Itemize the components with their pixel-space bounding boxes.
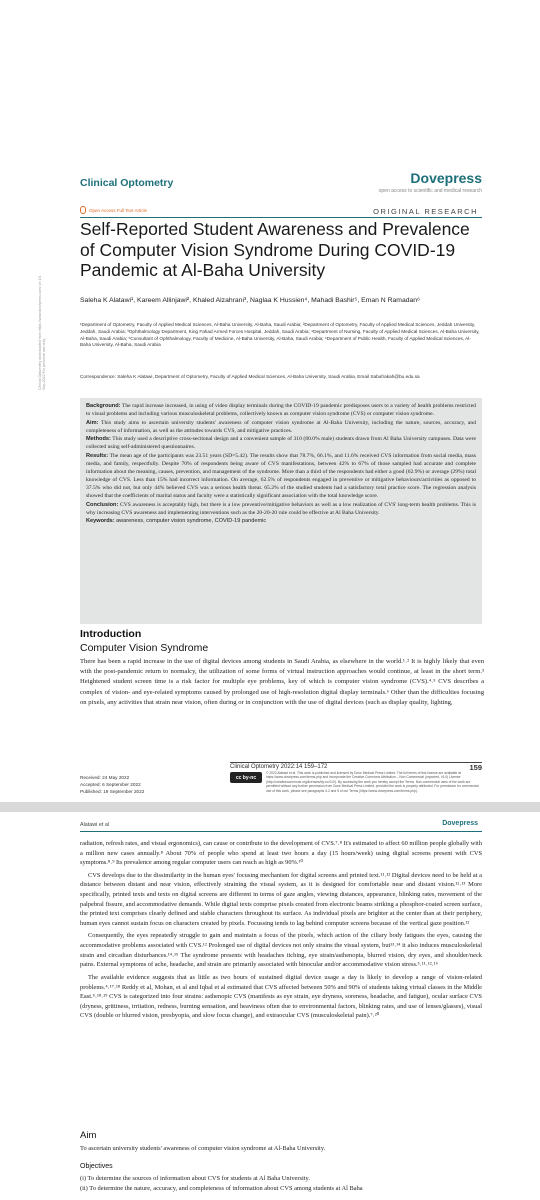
article-second-page	[0, 812, 540, 1200]
abstract-background	[86, 402, 476, 418]
abstract-conclusion	[86, 501, 476, 517]
page-number: 159	[469, 763, 482, 772]
objective-item: (i) To determine the sources of information about CVS for students at Al Baha University.	[80, 1175, 310, 1182]
body-paragraph: The available evidence suggests that as little as two hours of sustained digital device usage a day is likely to develop a range of vision-related problems.⁴˒¹⁷˒¹⁸ Reddy et al, Mohan, et al and Iqbal et al estimated that CVS affected between 50% and 90% of students taking virtual classes in the Middle East.⁵˒¹⁸˒¹⁹ CVS is categorized into four strains: asthenopic CVS (manifests as eye strain, eye dryness, soreness, headache, and fatigue), ocular surface CVS (dryness, grittiness, irritation, redness, burning sensation, and heaviness often due to environmental factors, blinking rates, and use of lenses/glasses), visual CVS (double or blurred vision, presbyopia, and slow focus change), and extraocular CVS (musculoskeletal pain).⁷˒²⁰	[80, 973, 482, 1020]
article-title: Self-Reported Student Awareness and Prevalence of Computer Vision Syndrome During COVID-19 Pandemic at Al-Baha University	[80, 219, 470, 281]
body-paragraph: Consequently, the eyes repeatedly struggle to gain and maintain a focus of the pixels, which action of the ciliary body fatigues the eyes, causing the accommodative problems associated with CVS.¹² Prolonged use of digital devices not only strains the visual system, but¹³˒¹⁴ it also induces musculoskeletal strain and circadian disturbances.¹⁴˒¹⁵ The syndrome presents with headaches itching, eye strain/asthenopia, blurred vision, dry eyes, and shoulder/neck pains. External symptoms of ache, headache, and strain are primarily associated with binocular and/or accommodative vision stress.⁵˒¹¹˒¹²˒¹⁶	[80, 932, 482, 969]
objectives-list	[80, 1174, 482, 1193]
abstract-methods	[86, 435, 476, 451]
abstract-background-label: Background:	[86, 403, 121, 409]
footer-journal-ref: Clinical Optometry 2022:14 159–172	[230, 764, 328, 770]
correspondence: Correspondence: Saleha K Alatawi, Department of Optometry, Faculty of Applied Medical Sciences, Al-Baha University, Saudi Arabia, Email Sabufrakah@bu.edu.sa	[80, 374, 420, 379]
body-paragraph: radiation, refresh rates, and visual ergonomics), can cause or contribute to the development of CVS.⁷˒⁸ It's estimated to affect 60 million people globally with a million new cases annually.⁸ About 70% of people who spend at least two hours a day (15 hours/week) using digital screens present with CVS symptoms.⁸˒⁹ Its prevalence among regular computer users can reach as high as 90%.¹⁰	[80, 840, 483, 867]
abstract-results	[86, 452, 476, 501]
abstract-methods-text: This study used a descriptive cross-sectional design and a convenient sample of 310 (80.0% male) students drawn from Al Baha University campuses. Data were collected using self-administered questionnaires.	[86, 436, 476, 451]
publisher-logo-small: Dovepress	[442, 820, 478, 827]
introduction-heading: Introduction	[80, 628, 142, 640]
received-date: Received: 24 May 2022	[80, 775, 130, 780]
objectives-heading: Objectives	[80, 1163, 113, 1170]
cvs-subheading: Computer Vision Syndrome	[80, 642, 209, 654]
cc-license-badge: cc by-nc	[230, 772, 262, 783]
abstract-box	[80, 398, 482, 624]
abstract-aim-text: This study aims to ascertain university students' awareness of computer vision syndrome at Al-Baha University, including the nature, sources, accuracy, and completeness of information, as well as the attitudes towards CVS, and mitigative practices.	[86, 419, 476, 434]
introduction-paragraph: There has been a rapid increase in the use of digital devices among students in Saudi Arabia, as elsewhere in the world.¹˒² It is highly likely that even with the post-pandemic return to normalcy, the utilization of some forms of virtual instruction approaches would continue, at least in the short term.³ Heightened student screen time is a risk factor for multiple eye problems, key of which is computer vision syndrome (CVS).⁴˒⁵ CVS describes a complex of vision- and eye-related symptoms caused by prolonged use of high-resolution digital display terminals.⁶ Other than the difficulties focusing on pixels, any activities that strain near vision, often during or in conjunction with the use of digital devices (such as display quality, lighting,	[80, 658, 484, 706]
abstract-background-text: The rapid increase increased, in using of video display terminals during the COVID-19 pandemic predisposes users to a variety of health problems restricted to visual problems and including various musculoskeletal problems, collectively known as computer vision syndrome (CVS) or computer vision syndrome.	[86, 403, 476, 418]
footer-rule	[230, 762, 482, 763]
open-access-label	[80, 206, 147, 214]
accepted-date: Accepted: 6 September 2022	[80, 782, 141, 788]
affiliations: ¹Department of Optometry, Faculty of Applied Medical Sciences, Al-Baha University, Al-Baha, Saudi Arabia; ²Department of Optometry, Faculty of Applied Medical Sciences, Jeddah University, Jeddah, Saudi Arabia; ³Ophthalmology Department, King Fahad Armed Forces Hospital, Jeddah, Saudi Arabia; ⁴Department of Nursing, Faculty of Applied Medical Sciences, Al-Baha University, Al-Baha, Saudi Arabia; ⁵Consultant of Ophthalmology, Faculty of Medicine, Al-Baha University, Al-Baha, Saudi Arabia; ⁶Department of Public Health, Faculty of Applied Medical Sciences, Al-Baha University, Al-Baha, Saudi Arabia	[80, 322, 480, 348]
abstract-keywords	[86, 517, 476, 525]
open-access-text: Open Access Full Text Article	[89, 207, 147, 213]
body-paragraph: CVS develops due to the dissimilarity in the human eyes' focusing mechanism for digital screens and printed text.¹¹˒¹² Digital devices need to be held at a distance between distant and near vision, effectively straining the visual system, as it is designed for comfortable near and distant vision.¹²˒¹³ More specifically, printed texts and texts on digital screens are different in terms of gaze angles, viewing distances, appearance, blinking rates, movement of the palpebral fissure, and accommodative demands. While digital texts comprise pixels created from electronic beams striking a phosphor-coated screen surface, the printed text comprises clearly defined and stable characters throughout its surface. As individual pixels are brighter at the center than at their periphery, human eyes cannot sustain focus on characters created by pixels. Focussing tends to lag behind computer screens because of the vertical gaze position.¹²	[80, 871, 482, 927]
abstract-results-label: Results:	[86, 452, 109, 459]
journal-name: Clinical Optometry	[80, 177, 174, 189]
body-text	[80, 839, 482, 1024]
author-list: Saleha K Alatawi¹, Kareem Allinjawi², Khaled Alzahrani³, Naglaa K Hussien⁴, Mahadi Bashir⁵, Eman N Ramadan⁶	[80, 297, 420, 304]
publisher-logo: Dovepress	[410, 170, 482, 186]
aim-heading: Aim	[80, 1130, 97, 1141]
aim-text: To ascertain university students' awareness of computer vision syndrome at Al-Baha University.	[80, 1145, 326, 1152]
publisher-tagline: open access to scientific and medical research	[378, 188, 482, 194]
abstract-conclusion-label: Conclusion:	[86, 501, 119, 508]
abstract-aim-label: Aim:	[86, 419, 99, 426]
published-date: Published: 19 September 2022	[80, 789, 145, 795]
running-head-author: Alatawi et al	[80, 822, 110, 828]
header-rule	[80, 217, 482, 218]
abstract-aim	[86, 419, 476, 435]
open-access-lock-icon	[80, 206, 86, 214]
keywords-label: Keywords:	[86, 518, 115, 525]
keywords-text: awareness, computer vision syndrome, COVID-19 pandemic	[116, 518, 267, 525]
license-text: © 2022 Alatawi et al. This work is published and licensed by Dove Medical Press Limited. The full terms of this license are available at https://www.dovepress.com/terms.php and incorporate the Creative Commons Attribution – Non Commercial (unported, v3.0) License (http://creativecommons.org/licenses/by-nc/3.0/). By accessing the work you hereby accept the Terms. Non-commercial uses of the work are permitted without any further permission from Dove Medical Press Limited, provided the work is properly attributed. For permission for commercial use of this work, please see paragraphs 4.2 and 5 of our Terms (https://www.dovepress.com/terms.php).	[266, 771, 479, 793]
header-rule	[80, 831, 482, 832]
article-dates	[80, 774, 144, 795]
abstract-results-text: The mean age of the participants was 23.51 years (SD=5.42). The results show that 78.7%, 66.1%, and 11.6% received CVS information from social media, mass media, and family, respectfully. Despite 70% of respondents being aware of CVS manifestations, between 42% to 67% of those sampled had accurate and complete information about the meaning, causes, prevention, and management of the syndrome. More than a third of the respondents had either a good (62.9%) or average (29%) total knowledge of CVS. Less than 15% had incorrect information. On average, 62.5% of respondents engaged in preventive or mitigative behaviours/activities as opposed to 37.5% who did not, but only 44% believed CVS was a serious health threat. 65.2% of the studied students had a satisfactory total practice score. The regression analysis showed that the coefficients of marital status and faculty were a statistically significant association with the total knowledge score.	[86, 452, 476, 500]
article-type: ORIGINAL RESEARCH	[373, 207, 478, 216]
objective-item: (ii) To determine the nature, accuracy, and completeness of information about CVS among students at Al Baha	[80, 1184, 363, 1192]
download-side-note: Clinical Optometry downloaded from https://www.dovepress.com/ on 19-Sep-2022 For personal use only.	[38, 275, 46, 390]
abstract-conclusion-text: CVS awareness is acceptably high, but there is a low preventive/mitigative behaviors as well as a low realization of CVS' long-term health problems. This is why increasing CVS awareness and implementing interventions such as the 20-20-20 rule could be effective at Al Baha University.	[86, 501, 476, 516]
abstract-methods-label: Methods:	[86, 436, 111, 443]
